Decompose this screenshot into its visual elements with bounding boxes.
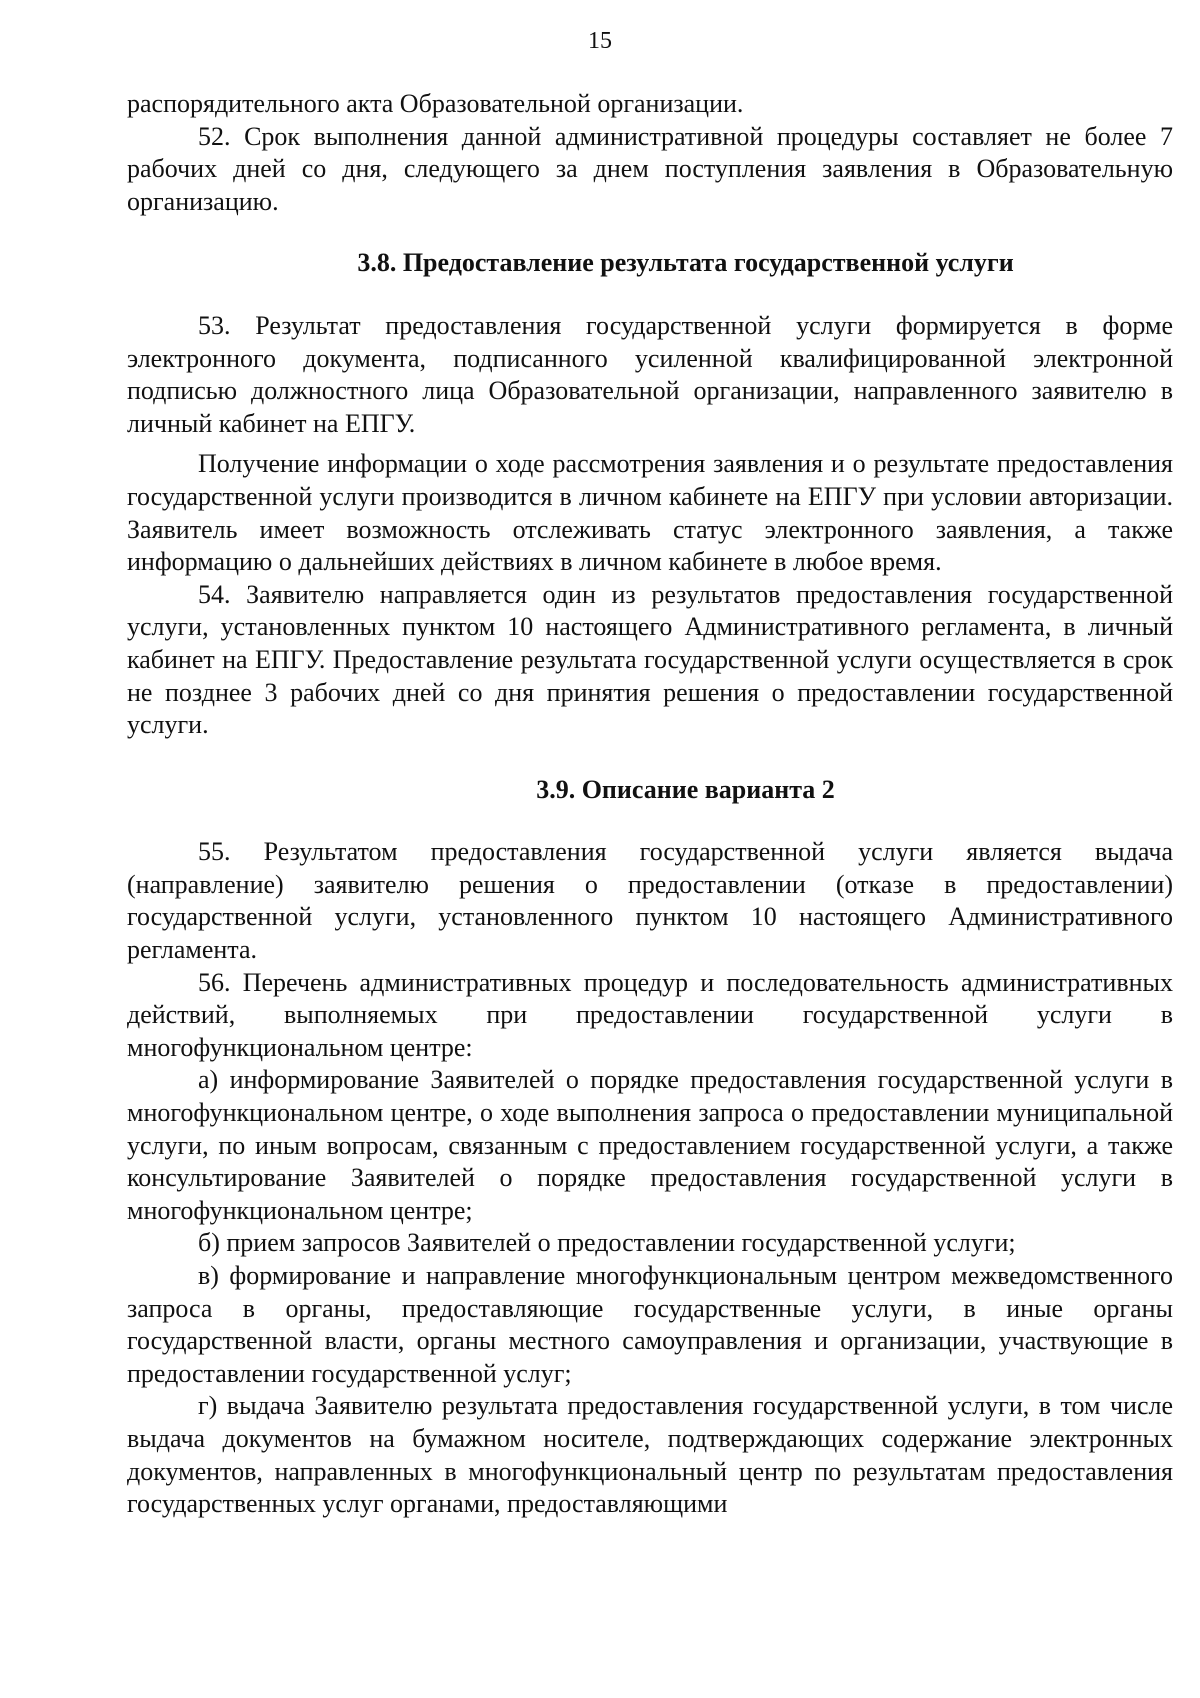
list-item-v: в) формирование и направление многофункциональным центром межведомственного запроса в органы, предоставляющие государственные услуги, в иные органы государственной власти, органы местного самоуправления и организации, участвующие в предоставлении государственной услуг; (127, 1261, 1173, 1388)
list-item-a: а) информирование Заявителей о порядке предоставления государственной услуги в многофункциональном центре, о ходе выполнения запроса о предоставлении муниципальной услуги, по иным вопросам, связанным с предоставлением государственной услуги, а также консультирование Заявителей о порядке предоставления государственной услуги в многофункциональном центре; (127, 1065, 1173, 1225)
page-number: 15 (588, 28, 612, 54)
paragraph-53: 53. Результат предоставления государственной услуги формируется в форме электронного документа, подписанного усиленной квалифицированной электронной подписью должностного лица Образовательной организации, направленного заявителю в личный кабинет на ЕПГУ. (127, 310, 1173, 438)
paragraph-continuation: распорядительного акта Образовательной организации. (127, 89, 744, 118)
section-heading-3-8: 3.8. Предоставление результата государственной услуги (357, 248, 1014, 278)
section-heading-3-9: 3.9. Описание варианта 2 (536, 774, 835, 804)
paragraph-53-info: Получение информации о ходе рассмотрения заявления и о результате предоставления государственной услуги производится в личном кабинете на ЕПГУ при условии авторизации. Заявитель имеет возможность отслеживать статус электронного заявления, а также информацию о дальнейших действиях в личном кабинете в любое время. (127, 449, 1173, 577)
list-item-b: б) прием запросов Заявителей о предоставлении государственной услуги; (198, 1228, 1016, 1258)
paragraph-52: 52. Срок выполнения данной административной процедуры составляет не более 7 рабочих дней со дня, следующего за днем поступления заявления в Образовательную организацию. (127, 121, 1173, 216)
list-item-g: г) выдача Заявителю результата предоставления государственной услуги, в том числе выдача документов на бумажном носителе, подтверждающих содержание электронных документов, направленных в многофункциональный центр по результатам предоставления государственных услуг органами, предоставляющими (127, 1391, 1173, 1519)
paragraph-56: 56. Перечень административных процедур и последовательность административных действий, выполняемых при предоставлении государственной услуги в многофункциональном центре: (127, 967, 1173, 1062)
paragraph-55: 55. Результатом предоставления государственной услуги является выдача (направление) заявителю решения о предоставлении (отказе в предоставлении) государственной услуги, установленного пунктом 10 настоящего Административного регламента. (127, 837, 1173, 965)
document-body (127, 88, 1173, 1521)
paragraph-54: 54. Заявителю направляется один из результатов предоставления государственной услуги, установленных пунктом 10 настоящего Административного регламента, в личный кабинет на ЕПГУ. Предоставление результата государственной услуги осуществляется в срок не позднее 3 рабочих дней со дня принятия решения о предоставлении государственной услуги. (127, 579, 1173, 740)
